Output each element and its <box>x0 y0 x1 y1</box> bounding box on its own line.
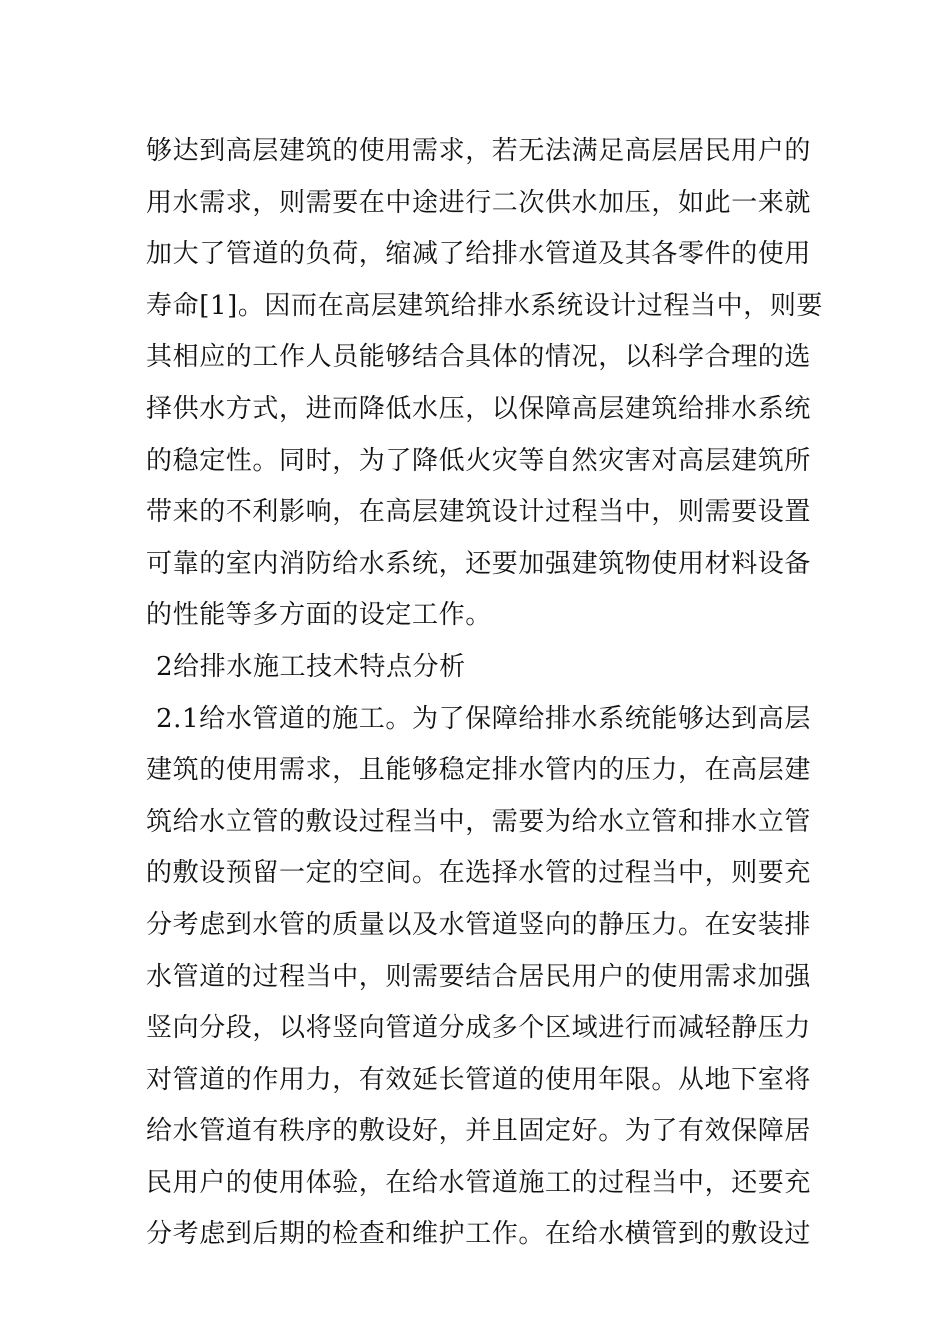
text-line: 的稳定性。同时，为了降低火灾等自然灾害对高层建筑所 <box>146 445 812 476</box>
text-line: 择供水方式，进而降低水压，以保障高层建筑给排水系统 <box>146 393 812 424</box>
text-line: 的敷设预留一定的空间。在选择水管的过程当中，则要充 <box>146 858 812 889</box>
section-heading: 2给排水施工技术特点分析 <box>156 651 466 682</box>
subsection-lead-line: 2.1给水管道的施工。为了保障给排水系统能够达到高层 <box>156 703 811 734</box>
text-line: 给水管道有秩序的敷设好，并且固定好。为了有效保障居 <box>146 1116 812 1147</box>
text-line: 民用户的使用体验，在给水管道施工的过程当中，还要充 <box>146 1167 812 1198</box>
text-line: 分考虑到后期的检查和维护工作。在给水横管到的敷设过 <box>146 1219 812 1250</box>
text-line: 用水需求，则需要在中途进行二次供水加压，如此一来就 <box>146 187 812 218</box>
text-line: 其相应的工作人员能够结合具体的情况，以科学合理的选 <box>146 342 812 373</box>
text-line: 分考虑到水管的质量以及水管道竖向的静压力。在安装排 <box>146 909 812 940</box>
text-line: 够达到高层建筑的使用需求，若无法满足高层居民用户的 <box>146 136 812 166</box>
text-line: 竖向分段，以将竖向管道分成多个区域进行而减轻静压力 <box>146 1013 812 1044</box>
text-line: 的性能等多方面的设定工作。 <box>146 600 492 631</box>
body-text <box>146 131 826 1266</box>
text-line: 对管道的作用力，有效延长管道的使用年限。从地下室将 <box>146 1064 812 1095</box>
text-line: 加大了管道的负荷，缩减了给排水管道及其各零件的使用 <box>146 239 812 270</box>
text-line: 水管道的过程当中，则需要结合居民用户的使用需求加强 <box>146 961 812 992</box>
text-line: 建筑的使用需求，且能够稳定排水管内的压力，在高层建 <box>146 755 812 786</box>
text-line: 筑给水立管的敷设过程当中，需要为给水立管和排水立管 <box>146 806 812 837</box>
text-line: 带来的不利影响，在高层建筑设计过程当中，则需要设置 <box>146 497 812 528</box>
text-line: 寿命[1]。因而在高层建筑给排水系统设计过程当中，则要 <box>146 290 824 321</box>
text-line: 可靠的室内消防给水系统，还要加强建筑物使用材料设备 <box>146 548 812 579</box>
